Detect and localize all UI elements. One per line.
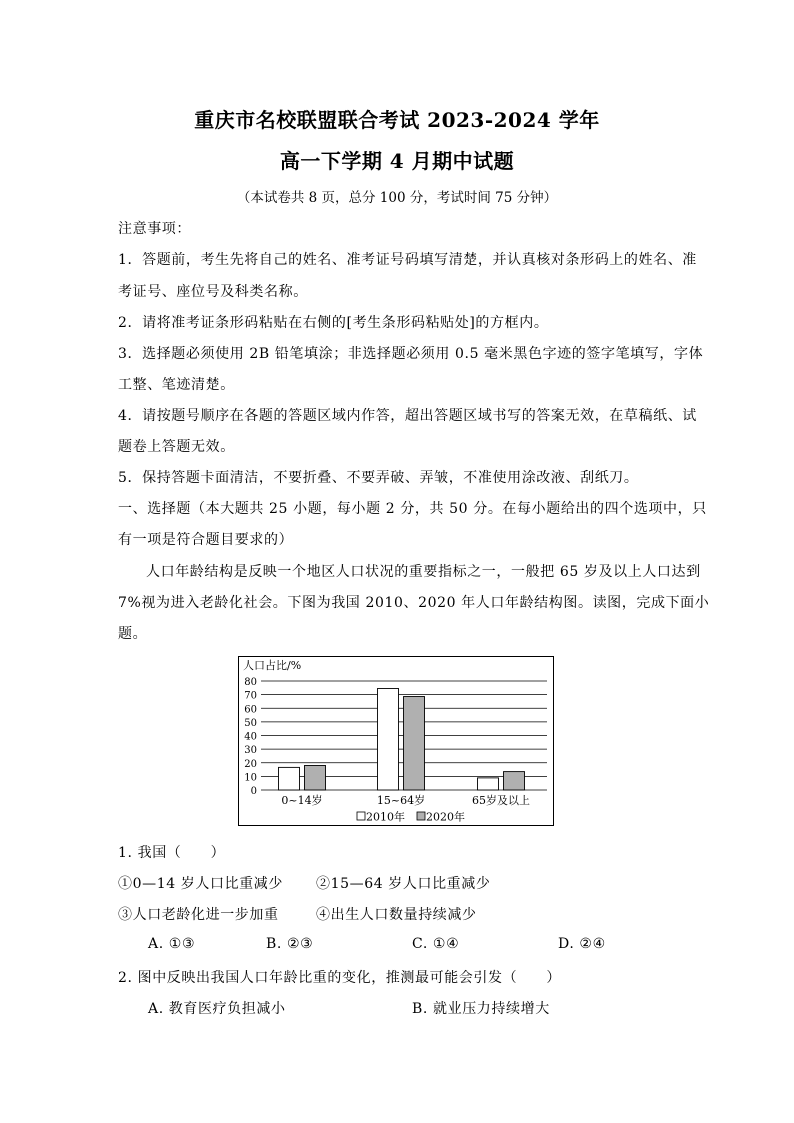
passage-line-2: 7%视为进入老龄化社会。下图为我国 2010、2020 年人口年龄结构图。读图，完成下面小 bbox=[118, 595, 710, 611]
bar-2010年-15~64岁 bbox=[378, 688, 399, 790]
q1-statement-4: ④出生人口数量持续减少 bbox=[316, 907, 477, 923]
legend-label-1: 2020年 bbox=[426, 810, 465, 824]
q1-choice-b[interactable]: B. ②③ bbox=[266, 936, 314, 952]
q2-choice-a[interactable]: A. 教育医疗负担减小 bbox=[148, 1001, 286, 1017]
notes-heading: 注意事项： bbox=[118, 221, 191, 237]
section-heading-line-1: 一、选择题（本大题共 25 小题，每小题 2 分，共 50 分。在每小题给出的四个选项中，只 bbox=[118, 501, 707, 517]
age-structure-chart bbox=[238, 656, 554, 826]
y-tick-label-50: 50 bbox=[244, 717, 257, 729]
q2-stem: 2. 图中反映出我国人口年龄比重的变化，推测最可能会引发（ ） bbox=[118, 970, 562, 986]
bar-2020年-0~14岁 bbox=[305, 765, 326, 790]
note-line-7: 题卷上答题无效。 bbox=[118, 439, 235, 455]
exam-title: 重庆市名校联盟联合考试 2023-2024 学年 bbox=[194, 108, 600, 132]
legend-label-0: 2010年 bbox=[366, 810, 405, 824]
y-tick-label-80: 80 bbox=[244, 677, 257, 688]
note-line-3: 2．请将准考证条形码粘贴在右侧的[考生条形码粘贴处]的方框内。 bbox=[118, 315, 549, 331]
x-tick-label-2: 65岁及以上 bbox=[472, 794, 530, 807]
q1-stem: 1. 我国（ ） bbox=[118, 845, 226, 861]
q1-statement-3: ③人口老龄化进一步加重 bbox=[118, 907, 279, 923]
x-tick-label-0: 0~14岁 bbox=[281, 794, 323, 807]
bar-2020年-15~64岁 bbox=[404, 697, 425, 790]
x-tick-label-1: 15~64岁 bbox=[376, 794, 426, 807]
y-tick-label-40: 40 bbox=[244, 731, 257, 743]
q1-statement-1: ①0—14 岁人口比重减少 bbox=[118, 876, 283, 892]
note-line-5: 工整、笔迹清楚。 bbox=[118, 377, 235, 393]
bar-2010年-65岁及以上 bbox=[478, 778, 499, 790]
q1-choice-d[interactable]: D. ②④ bbox=[558, 936, 606, 952]
note-line-4: 3．选择题必须使用 2B 铅笔填涂；非选择题必须用 0.5 毫米黑色字迹的签字笔填写，字体 bbox=[118, 346, 704, 362]
note-line-1: 1．答题前，考生先将自己的姓名、准考证号码填写清楚，并认真核对条形码上的姓名、准 bbox=[118, 252, 697, 268]
legend-swatch-1 bbox=[417, 812, 425, 820]
legend-swatch-0 bbox=[357, 812, 365, 820]
q1-statement-2: ②15—64 岁人口比重减少 bbox=[316, 876, 491, 892]
exam-info: （本试卷共 8 页，总分 100 分，考试时间 75 分钟） bbox=[236, 190, 558, 206]
passage-line-3: 题。 bbox=[118, 626, 148, 642]
exam-subject-title: 高一下学期 4 月期中试题 bbox=[279, 149, 515, 173]
y-tick-label-60: 60 bbox=[244, 704, 257, 716]
bar-2020年-65岁及以上 bbox=[504, 772, 525, 790]
y-axis-label: 人口占比/% bbox=[243, 659, 302, 672]
y-tick-label-70: 70 bbox=[244, 690, 257, 702]
section-heading-line-2: 有一项是符合题目要求的） bbox=[118, 532, 294, 548]
y-tick-label-20: 20 bbox=[244, 758, 257, 770]
y-tick-label-10: 10 bbox=[244, 772, 257, 784]
note-line-8: 5．保持答题卡面清洁，不要折叠、不要弄破、弄皱，不准使用涂改液、刮纸刀。 bbox=[118, 470, 639, 486]
note-line-6: 4．请按题号顺序在各题的答题区域内作答，超出答题区域书写的答案无效，在草稿纸、试 bbox=[118, 408, 697, 424]
passage-line-1: 人口年龄结构是反映一个地区人口状况的重要指标之一，一般把 65 岁及以上人口达到 bbox=[146, 564, 701, 580]
chart-svg bbox=[239, 657, 553, 825]
q2-choice-b[interactable]: B. 就业压力持续增大 bbox=[412, 1001, 550, 1017]
y-tick-label-30: 30 bbox=[244, 745, 257, 757]
bar-2010年-0~14岁 bbox=[279, 767, 300, 790]
y-tick-label-0: 0 bbox=[250, 786, 257, 797]
q1-choice-a[interactable]: A. ①③ bbox=[148, 936, 196, 952]
q1-choice-c[interactable]: C. ①④ bbox=[412, 936, 460, 952]
note-line-2: 考证号、座位号及科类名称。 bbox=[118, 284, 308, 300]
